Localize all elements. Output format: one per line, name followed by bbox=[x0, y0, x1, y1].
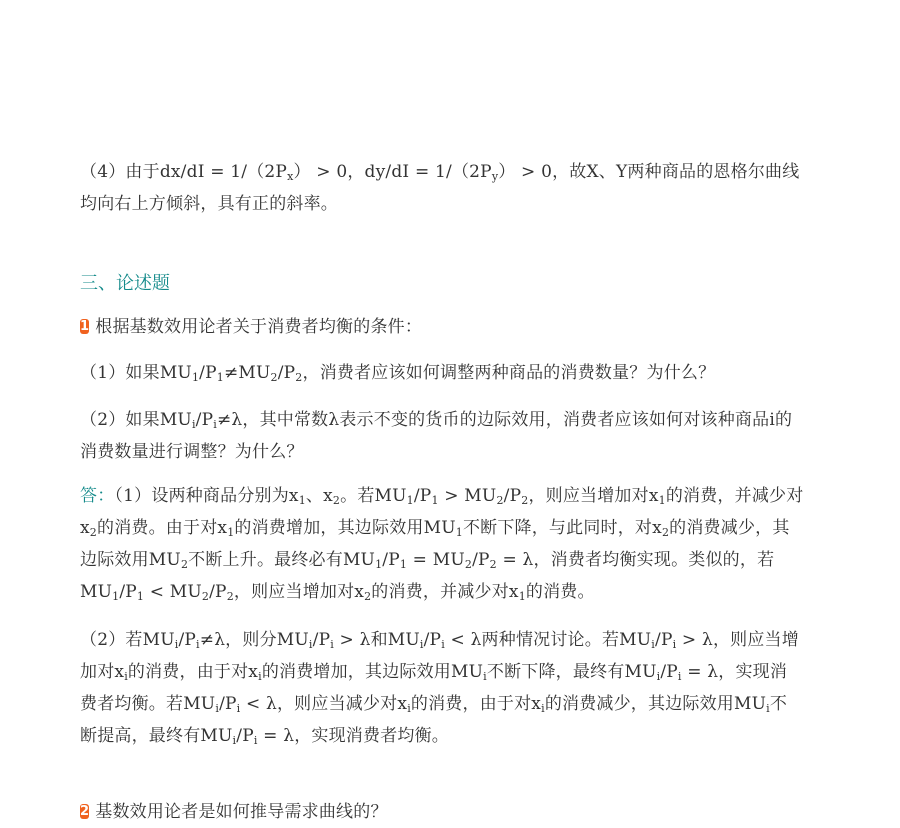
subscript: 2 bbox=[180, 558, 189, 571]
subscript: 2 bbox=[661, 526, 670, 539]
subscript: 1 bbox=[298, 494, 306, 507]
text-run: 不断下降，最终有MU bbox=[486, 662, 657, 682]
prev-answer-part4 bbox=[80, 156, 804, 220]
text-run: 不断提高，最终有MU bbox=[80, 694, 788, 746]
text-run: > λ和MU bbox=[333, 630, 420, 650]
subscript: 1 bbox=[431, 494, 439, 507]
subscript: i bbox=[258, 670, 262, 683]
text-run: ≠MU bbox=[223, 363, 271, 383]
subscript: i bbox=[483, 670, 487, 683]
subscript: i bbox=[308, 638, 313, 651]
text-run: 。若MU bbox=[340, 486, 407, 506]
subscript: i bbox=[541, 702, 545, 715]
text-run: /P bbox=[199, 363, 217, 383]
text-run: /P bbox=[413, 486, 432, 506]
subscript: i bbox=[651, 638, 656, 651]
subscript: 1 bbox=[455, 526, 463, 539]
subscript: i bbox=[766, 702, 770, 715]
subscript: i bbox=[191, 418, 196, 431]
subscript: 1 bbox=[136, 590, 145, 603]
text-run: 的消费。由于对x bbox=[97, 518, 228, 538]
text-run: （1）如果MU bbox=[80, 363, 192, 383]
subscript: i bbox=[215, 702, 220, 715]
text-run: = MU bbox=[407, 550, 465, 570]
answer-1-para-2 bbox=[80, 624, 804, 752]
text-run: 的消费增加，其边际效用MU bbox=[234, 518, 456, 538]
section-title: 三、论述题 bbox=[80, 273, 170, 294]
text-run: /P bbox=[382, 550, 400, 570]
subscript: y bbox=[491, 170, 499, 183]
question-2-stem bbox=[80, 796, 804, 828]
text-run: ，消费者应该如何调整两种商品的消费数量？为什么？ bbox=[302, 363, 716, 383]
subscript: i bbox=[196, 638, 200, 651]
text-run: ） > 0，故X、Y两种商品的恩格尔曲线均向右上方倾斜，具有正的斜率。 bbox=[80, 162, 800, 214]
text-run: /P bbox=[655, 630, 673, 650]
subscript: 2 bbox=[364, 590, 372, 603]
text-run: = λ，实现消费者均衡。 bbox=[257, 726, 449, 746]
text-run: （2）若MU bbox=[80, 630, 175, 650]
text-run: > λ，则应当增加对x bbox=[80, 630, 799, 682]
subscript: i bbox=[174, 638, 179, 651]
question-1-text: 根据基数效用论者关于消费者均衡的条件： bbox=[95, 317, 423, 337]
text-run: /P bbox=[423, 630, 442, 650]
subscript: 2 bbox=[226, 590, 234, 603]
text-run: 的消费减少，其边际效用MU bbox=[80, 518, 790, 570]
text-run: = λ，消费者均衡实现。类似的，若MU bbox=[80, 550, 775, 602]
text-run: = λ，实现消费者均衡。若MU bbox=[80, 662, 788, 714]
subscript: i bbox=[672, 638, 677, 651]
text-run: /P bbox=[119, 582, 137, 602]
subscript: i bbox=[232, 734, 237, 747]
subscript: 1 bbox=[658, 494, 666, 507]
subscript: 2 bbox=[295, 371, 303, 384]
subscript: 2 bbox=[270, 371, 278, 384]
subscript: 1 bbox=[406, 494, 414, 507]
text-run: > MU bbox=[438, 486, 497, 506]
text-run: 的消费，由于对x bbox=[410, 694, 542, 714]
question-2-text: 基数效用论者是如何推导需求曲线的？ bbox=[95, 802, 388, 822]
subscript: 2 bbox=[521, 494, 529, 507]
question-number-badge: 1 bbox=[80, 319, 90, 334]
text-run: /P bbox=[209, 582, 227, 602]
text-run: ，则应当增加对x bbox=[528, 486, 659, 506]
question-1-part-1 bbox=[80, 357, 804, 389]
text-run: /P bbox=[503, 486, 522, 506]
subscript: 2 bbox=[89, 526, 97, 539]
subscript: 1 bbox=[399, 558, 408, 571]
text-run: （1）设两种商品分别为x bbox=[114, 486, 299, 506]
text-run: /P bbox=[236, 726, 254, 746]
subscript: i bbox=[213, 418, 217, 431]
question-number-badge: 2 bbox=[80, 804, 90, 819]
subscript: i bbox=[407, 702, 411, 715]
subscript: x bbox=[287, 170, 294, 183]
text-run: < λ，则应当减少对x bbox=[240, 694, 408, 714]
subscript: i bbox=[236, 702, 241, 715]
subscript: i bbox=[253, 734, 258, 747]
answer-label: 答： bbox=[80, 486, 115, 506]
subscript: i bbox=[419, 638, 424, 651]
text-run: 的消费，由于对x bbox=[127, 662, 259, 682]
text-run: /P bbox=[178, 630, 197, 650]
text-run: < λ两种情况讨论。若MU bbox=[444, 630, 652, 650]
answer-1-para-1 bbox=[80, 480, 804, 608]
text-run: /P bbox=[195, 410, 214, 430]
subscript: i bbox=[441, 638, 445, 651]
subscript: 1 bbox=[227, 526, 235, 539]
text-run: 、x bbox=[305, 486, 333, 506]
text-run: 不断上升。最终必有MU bbox=[188, 550, 376, 570]
subscript: 2 bbox=[201, 590, 210, 603]
text-run: （4）由于dx/dI = 1/（2P bbox=[80, 162, 288, 182]
subscript: i bbox=[124, 670, 128, 683]
text-run: 的消费增加，其边际效用MU bbox=[261, 662, 484, 682]
text-run: 的消费，并减少对x bbox=[371, 582, 519, 602]
text-run: /P bbox=[312, 630, 331, 650]
subscript: i bbox=[677, 670, 682, 683]
subscript: 1 bbox=[216, 371, 224, 384]
subscript: 2 bbox=[489, 558, 497, 571]
subscript: 1 bbox=[112, 590, 120, 603]
text-run: /P bbox=[472, 550, 490, 570]
text-run: 不断下降，与此同时，对x bbox=[462, 518, 662, 538]
text-run: 的消费。 bbox=[525, 582, 595, 602]
text-run: 的消费减少，其边际效用MU bbox=[544, 694, 767, 714]
text-run: /P bbox=[277, 363, 296, 383]
subscript: i bbox=[330, 638, 334, 651]
text-run: < MU bbox=[144, 582, 202, 602]
text-run: ≠λ，其中常数λ表示不变的货币的边际效用，消费者应该如何对该种商品i的消费数量进行调整？为什么？ bbox=[80, 410, 793, 462]
subscript: 1 bbox=[518, 590, 526, 603]
text-run: ） > 0，dy/dI = 1/（2P bbox=[293, 162, 492, 182]
text-run: （2）如果MU bbox=[80, 410, 192, 430]
text-run: 的消费，并减少对x bbox=[80, 486, 804, 538]
question-1-stem bbox=[80, 311, 804, 343]
text-run: /P bbox=[219, 694, 237, 714]
subscript: 1 bbox=[191, 371, 200, 384]
text-run: ≠λ，则分MU bbox=[199, 630, 309, 650]
subscript: 2 bbox=[332, 494, 341, 507]
subscript: 2 bbox=[464, 558, 473, 571]
subscript: i bbox=[656, 670, 661, 683]
text-run: ，则应当增加对x bbox=[233, 582, 365, 602]
subscript: 2 bbox=[496, 494, 504, 507]
answer-1-para-1-text bbox=[80, 486, 803, 602]
question-1-part-2 bbox=[80, 404, 804, 468]
text-run: /P bbox=[660, 662, 678, 682]
subscript: 1 bbox=[375, 558, 383, 571]
